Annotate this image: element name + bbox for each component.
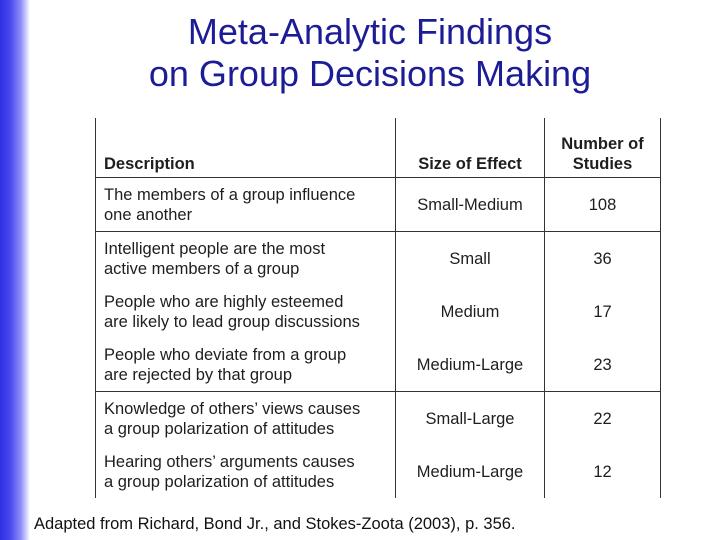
header-description: Description [96,118,396,178]
table-row [96,445,661,498]
slide-title [40,11,700,95]
row-number-of-studies: 22 [545,392,661,446]
row-description [96,338,396,392]
row-description [96,232,396,286]
row-description [96,178,396,232]
desc-line-1: Hearing others’ arguments causes [104,452,355,471]
title-line-2: on Group Decisions Making [148,53,592,94]
findings-table [95,118,661,498]
title-line-1: Meta-Analytic Findings [187,11,553,52]
header-size-of-effect: Size of Effect [396,118,545,178]
row-size-of-effect: Medium [396,285,545,338]
citation-footnote: Adapted from Richard, Bond Jr., and Stokes-Zoota (2003), p. 356. [34,515,516,533]
row-description [96,285,396,338]
desc-line-2: one another [104,205,193,224]
table-row [96,338,661,392]
row-number-of-studies: 17 [545,285,661,338]
table-row [96,285,661,338]
table-row [96,392,661,446]
slide-side-gradient [0,0,30,540]
row-number-of-studies: 23 [545,338,661,392]
desc-line-1: Intelligent people are the most [104,239,326,258]
desc-line-2: a group polarization of attitudes [104,472,335,491]
header-number-of-studies [545,118,661,178]
header-number-line-2: Studies [572,155,633,173]
row-size-of-effect: Small [396,232,545,286]
row-description [96,445,396,498]
row-description [96,392,396,446]
row-number-of-studies: 36 [545,232,661,286]
table-row [96,178,661,232]
row-number-of-studies: 108 [545,178,661,232]
desc-line-1: Knowledge of others’ views causes [104,399,361,418]
desc-line-1: People who are highly esteemed [104,292,344,311]
row-number-of-studies: 12 [545,445,661,498]
desc-line-1: The members of a group influence [104,185,356,204]
desc-line-2: are likely to lead group discussions [104,312,360,331]
desc-line-2: a group polarization of attitudes [104,419,335,438]
table-header-row [96,118,661,178]
header-number-line-1: Number of [561,135,644,153]
row-size-of-effect: Medium-Large [396,445,545,498]
table-row [96,232,661,286]
row-size-of-effect: Medium-Large [396,338,545,392]
desc-line-2: active members of a group [104,259,300,278]
findings-table-container [95,118,660,498]
row-size-of-effect: Small-Medium [396,178,545,232]
desc-line-1: People who deviate from a group [104,345,347,364]
desc-line-2: are rejected by that group [104,365,293,384]
row-size-of-effect: Small-Large [396,392,545,446]
